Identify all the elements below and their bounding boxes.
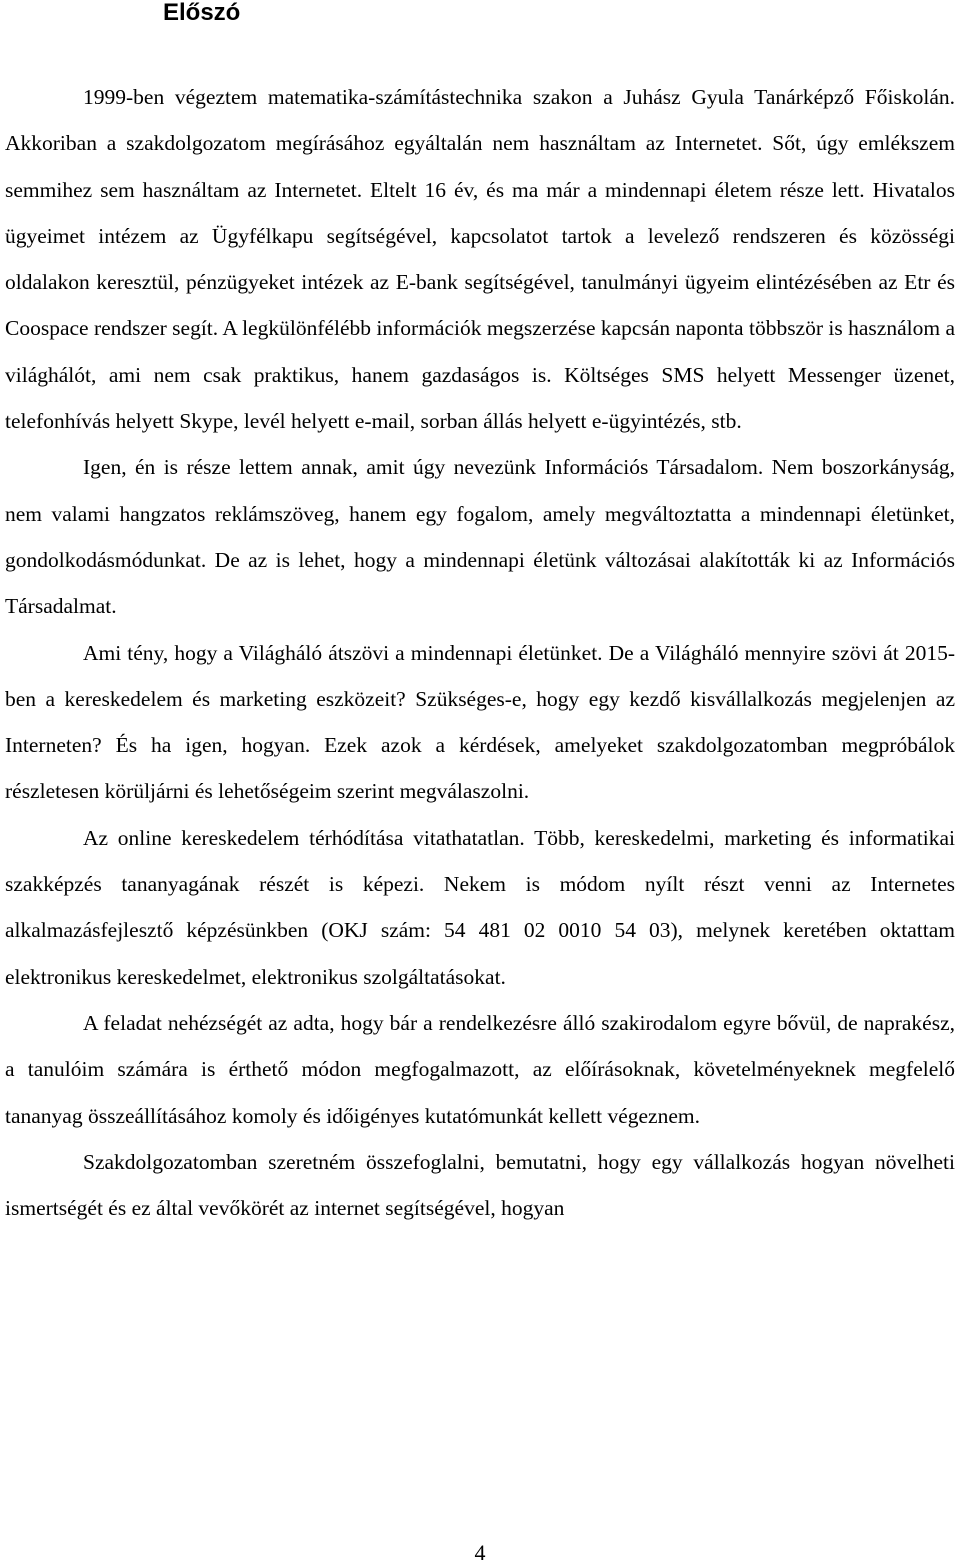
paragraph-1: 1999-ben végeztem matematika-számítástechnika szakon a Juhász Gyula Tanárképző Főiskolán. Akkoriban a szakdolgozatom megírásához egyáltalán nem használtam az Internetet. Sőt, úgy emlékszem semmihez sem használtam az Internetet. Eltelt 16 év, és ma már a mindennapi életem része lett. Hivatalos ügyeimet intézem az Ügyfélkapu segítségével, kapcsolatot tartok a levelező rendszeren és közösségi oldalakon keresztül, pénzügyeket intézek az E-bank segítségével, tanulmányi ügyeim elintézésében az Etr és Coospace rendszer segít. A legkülönfélébb információk megszerzése kapcsán naponta többször is használom a világhálót, ami nem csak praktikus, hanem gazdaságos is. Költséges SMS helyett Messenger üzenet, telefonhívás helyett Skype, levél helyett e-mail, sorban állás helyett e-ügyintézés, stb.: [5, 85, 955, 434]
paragraph-6: Szakdolgozatomban szeretném összefoglalni, bemutatni, hogy egy vállalkozás hogyan növelheti ismertségét és ez által vevőkörét az internet segítségével, hogyan: [5, 1149, 955, 1221]
section-heading: Előszó: [163, 0, 241, 26]
paragraph-2: Igen, én is része lettem annak, amit úgy nevezünk Információs Társadalom. Nem boszorkányság, nem valami hangzatos reklámszöveg, hanem egy fogalom, amely megváltoztatta a mindennapi életünket, gondolkodásmódunkat. De az is lehet, hogy a mindennapi életünk változásai alakították ki az Információs Társadalmat.: [5, 455, 955, 619]
body-text: [5, 74, 955, 1231]
paragraph-3: Ami tény, hogy a Világháló átszövi a mindennapi életünket. De a Világháló mennyire szövi át 2015-ben a kereskedelem és marketing eszközeit? Szükséges-e, hogy egy kezdő kisvállalkozás megjelenjen az Interneten? És ha igen, hogyan. Ezek azok a kérdések, amelyeket szakdolgozatomban megpróbálok részletesen körüljárni és lehetőségeim szerint megválaszolni.: [5, 640, 955, 804]
page-number: 4: [474, 1540, 486, 1565]
paragraph-5: A feladat nehézségét az adta, hogy bár a rendelkezésre álló szakirodalom egyre bővül, de naprakész, a tanulóim számára is érthető módon megfogalmazott, az előírásoknak, követelményeknek megfelelő tananyag összeállításához komoly és időigényes kutatómunkát kellett végeznem.: [5, 1010, 955, 1128]
paragraph-4: Az online kereskedelem térhódítása vitathatatlan. Több, kereskedelmi, marketing és informatikai szakképzés tananyagának részét is képezi. Nekem is módom nyílt részt venni az Internetes alkalmazásfejlesztő képzésünkben (OKJ szám: 54 481 02 0010 54 03), melynek keretében oktattam elektronikus kereskedelmet, elektronikus szolgáltatásokat.: [5, 825, 955, 989]
